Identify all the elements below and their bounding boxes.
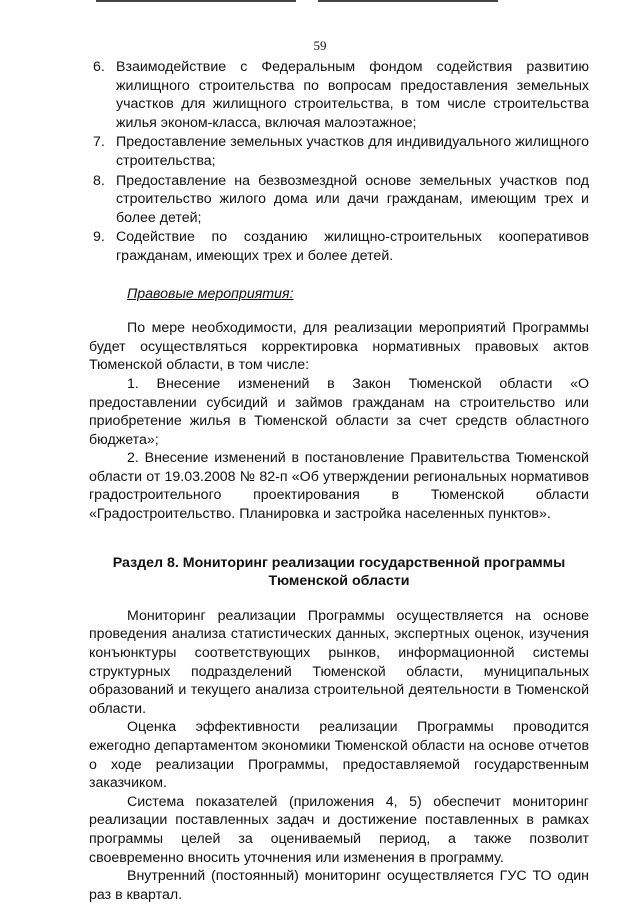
measures-list: [89, 58, 589, 266]
section-title: Раздел 8. Мониторинг реализации государственной программы Тюменской области: [112, 554, 566, 590]
list-item: 7. Предоставление земельных участков для индивидуального жилищного строительства;: [93, 134, 589, 169]
page-body: [89, 58, 589, 904]
legal-item: 2. Внесение изменений в постановление Правительства Тюменской области от 19.03.2008 № 82-п «Об утверждении региональных нормативов градостроительного проектирования в Тюменской области «Градостроительство. Планировка и застройка населенных пунктов».: [89, 450, 589, 523]
list-item: 9. Содействие по созданию жилищно-строительных кооперативов гражданам, имеющих трех и более детей.: [93, 229, 589, 264]
legal-measures-heading: Правовые мероприятия:: [127, 285, 294, 302]
page-number: 59: [313, 38, 327, 53]
list-item: 8. Предоставление на безвозмездной основе земельных участков под строительство жилого дома или дачи гражданам, имеющим трех и более детей;: [93, 172, 589, 226]
paragraph: Оценка эффективности реализации Программы проводится ежегодно департаментом экономики Тюменской области на основе отчетов о ходе реализации Программы, предоставляемой государственным заказчиком.: [89, 719, 589, 792]
list-item: 6. Взаимодействие с Федеральным фондом содействия развитию жилищного строительства по вопросам предоставления земельных участков для жилищного строительства, в том числе строительства жилья эконом-класса, включая малоэтажное;: [93, 59, 589, 131]
top-border-right: [318, 0, 498, 2]
top-border-left: [96, 0, 296, 2]
paragraph: Внутренний (постоянный) мониторинг осуществляется ГУС ТО один раз в квартал.: [89, 868, 589, 903]
paragraph: Мониторинг реализации Программы осуществляется на основе проведения анализа статистических данных, экспертных оценок, изучения конъюнктуры соответствующих рынков, информационной системы структурных подразделений Тюменской области, муниципальных образований и текущего анализа строительной деятельности в Тюменской области.: [89, 607, 589, 717]
legal-intro: По мере необходимости, для реализации мероприятий Программы будет осуществляться корректировка нормативных правовых актов Тюменской области, в том числе:: [89, 320, 589, 374]
legal-item: 1. Внесение изменений в Закон Тюменской области «О предоставлении субсидий и займов гражданам на строительство или приобретение жилья в Тюменской области за счет средств областного бюджета»;: [89, 375, 589, 448]
paragraph: Система показателей (приложения 4, 5) обеспечит мониторинг реализации поставленных задач и достижение поставленных в рамках программы целей за оцениваемый период, а также позволит своевременно вносить уточнения или изменения в программу.: [89, 793, 589, 866]
